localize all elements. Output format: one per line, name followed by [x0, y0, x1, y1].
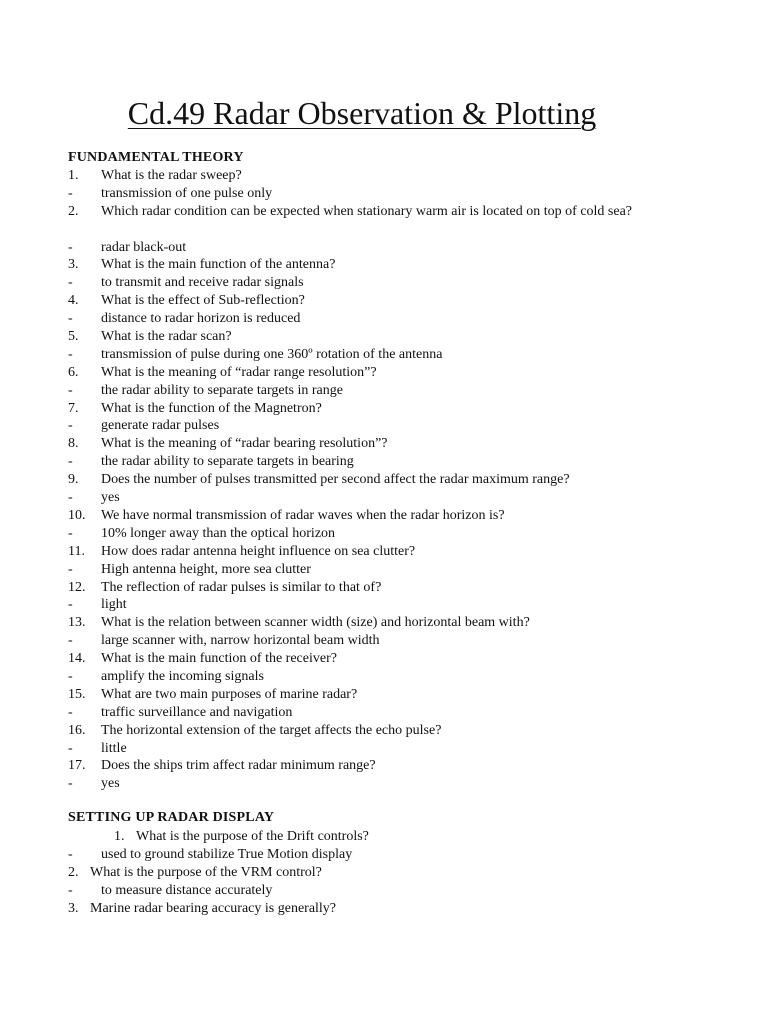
question-text: Marine radar bearing accuracy is generally?: [90, 900, 337, 916]
question-text: How does radar antenna height influence on sea clutter?: [101, 543, 416, 559]
question-text: What is the main function of the receiver?: [101, 651, 337, 667]
question-item: [0, 256, 768, 274]
answer-dash: -: [68, 346, 73, 362]
answer-text: transmission of pulse during one 360º rotation of the antenna: [101, 346, 443, 362]
question-item: [0, 507, 768, 525]
answer-text: High antenna height, more sea clutter: [101, 561, 311, 577]
answer-dash: -: [68, 382, 73, 398]
question-item: [0, 203, 768, 239]
answer-text: to measure distance accurately: [101, 882, 273, 898]
question-text: What is the meaning of “radar bearing resolution”?: [101, 436, 388, 452]
question-item: [0, 757, 768, 775]
question-number: 7.: [68, 400, 79, 416]
question-number: 3.: [68, 900, 79, 916]
answer-dash: -: [68, 525, 73, 541]
answer-item: [0, 310, 768, 328]
question-number: 10.: [68, 507, 86, 523]
answer-dash: -: [68, 311, 73, 327]
answer-text: distance to radar horizon is reduced: [101, 311, 301, 327]
question-number: 6.: [68, 364, 79, 380]
question-item: [0, 900, 768, 918]
answer-text: traffic surveillance and navigation: [101, 704, 293, 720]
question-item: [0, 579, 768, 597]
question-item: [0, 328, 768, 346]
question-number: 9.: [68, 472, 79, 488]
question-text: What is the purpose of the Drift controls?: [136, 829, 369, 844]
answer-text: transmission of one pulse only: [101, 185, 273, 201]
question-number: 4.: [68, 293, 79, 309]
question-text: What is the purpose of the VRM control?: [90, 864, 322, 880]
answer-item: [0, 632, 768, 650]
question-text: What is the meaning of “radar range resolution”?: [101, 364, 377, 380]
answer-dash: -: [68, 597, 73, 613]
question-item: [0, 400, 768, 418]
answer-item: [0, 740, 768, 758]
answer-item: [0, 596, 768, 614]
answer-text: yes: [101, 776, 120, 792]
answer-text: large scanner with, narrow horizontal beam width: [101, 633, 380, 649]
fundamental-theory-list: [0, 167, 768, 793]
answer-item: [0, 704, 768, 722]
question-text: The reflection of radar pulses is similar to that of?: [101, 579, 382, 595]
question-number: 11.: [68, 543, 85, 559]
answer-dash: -: [68, 704, 73, 720]
question-item: [0, 828, 768, 846]
question-number: 14.: [68, 651, 86, 667]
question-item: [0, 722, 768, 740]
answer-dash: -: [68, 275, 73, 291]
question-number: 17.: [68, 758, 86, 774]
question-number: 3.: [68, 257, 79, 273]
question-text: What is the radar scan?: [101, 329, 232, 345]
document-title: Cd.49 Radar Observation & Plotting: [127, 95, 597, 131]
answer-text: 10% longer away than the optical horizon: [101, 525, 336, 541]
answer-text: used to ground stabilize True Motion display: [101, 846, 353, 862]
answer-dash: -: [68, 561, 73, 577]
answer-text: yes: [101, 490, 120, 506]
answer-text: generate radar pulses: [101, 418, 220, 434]
answer-item: [0, 489, 768, 507]
question-number: 16.: [68, 722, 86, 738]
answer-dash: -: [68, 846, 73, 862]
question-item: [0, 167, 768, 185]
answer-text: little: [101, 740, 127, 756]
question-number: 5.: [68, 329, 79, 345]
answer-item: [0, 846, 768, 864]
answer-text: the radar ability to separate targets in range: [101, 382, 343, 398]
answer-item: [0, 185, 768, 203]
question-text: What is the effect of Sub-reflection?: [101, 293, 305, 309]
question-item: [0, 686, 768, 704]
question-text: What is the relation between scanner width (size) and horizontal beam with?: [101, 615, 530, 631]
answer-dash: -: [68, 418, 73, 434]
question-number: 1.: [68, 168, 79, 183]
question-text: Which radar condition can be expected when stationary warm air is located on top of cold sea?: [101, 203, 633, 219]
answer-item: [0, 775, 768, 793]
answer-item: [0, 417, 768, 435]
question-number: 2.: [68, 864, 79, 880]
section-heading-setting-up-radar-display: SETTING UP RADAR DISPLAY: [68, 810, 275, 825]
answer-item: [0, 668, 768, 686]
answer-item: [0, 382, 768, 400]
answer-item: [0, 346, 768, 364]
setting-up-radar-display-list: [0, 828, 768, 917]
question-text: What is the radar sweep?: [101, 168, 242, 183]
answer-dash: -: [68, 490, 73, 506]
question-item: [0, 614, 768, 632]
question-number: 12.: [68, 579, 86, 595]
question-text: What are two main purposes of marine radar?: [101, 686, 358, 702]
question-number: 13.: [68, 615, 86, 631]
question-text: Does the number of pulses transmitted per second affect the radar maximum range?: [101, 472, 570, 488]
question-item: [0, 364, 768, 382]
question-number: 2.: [68, 203, 79, 219]
answer-dash: -: [68, 882, 73, 898]
question-text: Does the ships trim affect radar minimum range?: [101, 758, 376, 774]
answer-text: the radar ability to separate targets in bearing: [101, 454, 354, 470]
question-item: [0, 435, 768, 453]
section-heading-fundamental-theory: FUNDAMENTAL THEORY: [68, 150, 244, 165]
question-number: 8.: [68, 436, 79, 452]
question-item: [0, 471, 768, 489]
answer-text: amplify the incoming signals: [101, 668, 264, 684]
answer-item: [0, 274, 768, 292]
answer-text: to transmit and receive radar signals: [101, 275, 304, 291]
question-text: What is the main function of the antenna?: [101, 257, 336, 273]
answer-item: [0, 453, 768, 471]
question-item: [0, 543, 768, 561]
answer-item: [0, 882, 768, 900]
question-item: [0, 650, 768, 668]
answer-dash: -: [68, 185, 73, 201]
question-text: The horizontal extension of the target affects the echo pulse?: [101, 722, 442, 738]
answer-dash: -: [68, 668, 73, 684]
answer-item: [0, 239, 768, 257]
answer-dash: -: [68, 454, 73, 470]
answer-dash: -: [68, 633, 73, 649]
answer-item: [0, 561, 768, 579]
answer-dash: -: [68, 740, 73, 756]
question-text: What is the function of the Magnetron?: [101, 400, 322, 416]
question-text: We have normal transmission of radar waves when the radar horizon is?: [101, 507, 505, 523]
answer-text: radar black-out: [101, 239, 187, 255]
question-item: [0, 864, 768, 882]
question-item: [0, 292, 768, 310]
answer-dash: -: [68, 776, 73, 792]
answer-dash: -: [68, 239, 73, 255]
answer-item: [0, 525, 768, 543]
answer-text: light: [101, 597, 127, 613]
question-number: 15.: [68, 686, 86, 702]
question-number: 1.: [114, 829, 125, 844]
